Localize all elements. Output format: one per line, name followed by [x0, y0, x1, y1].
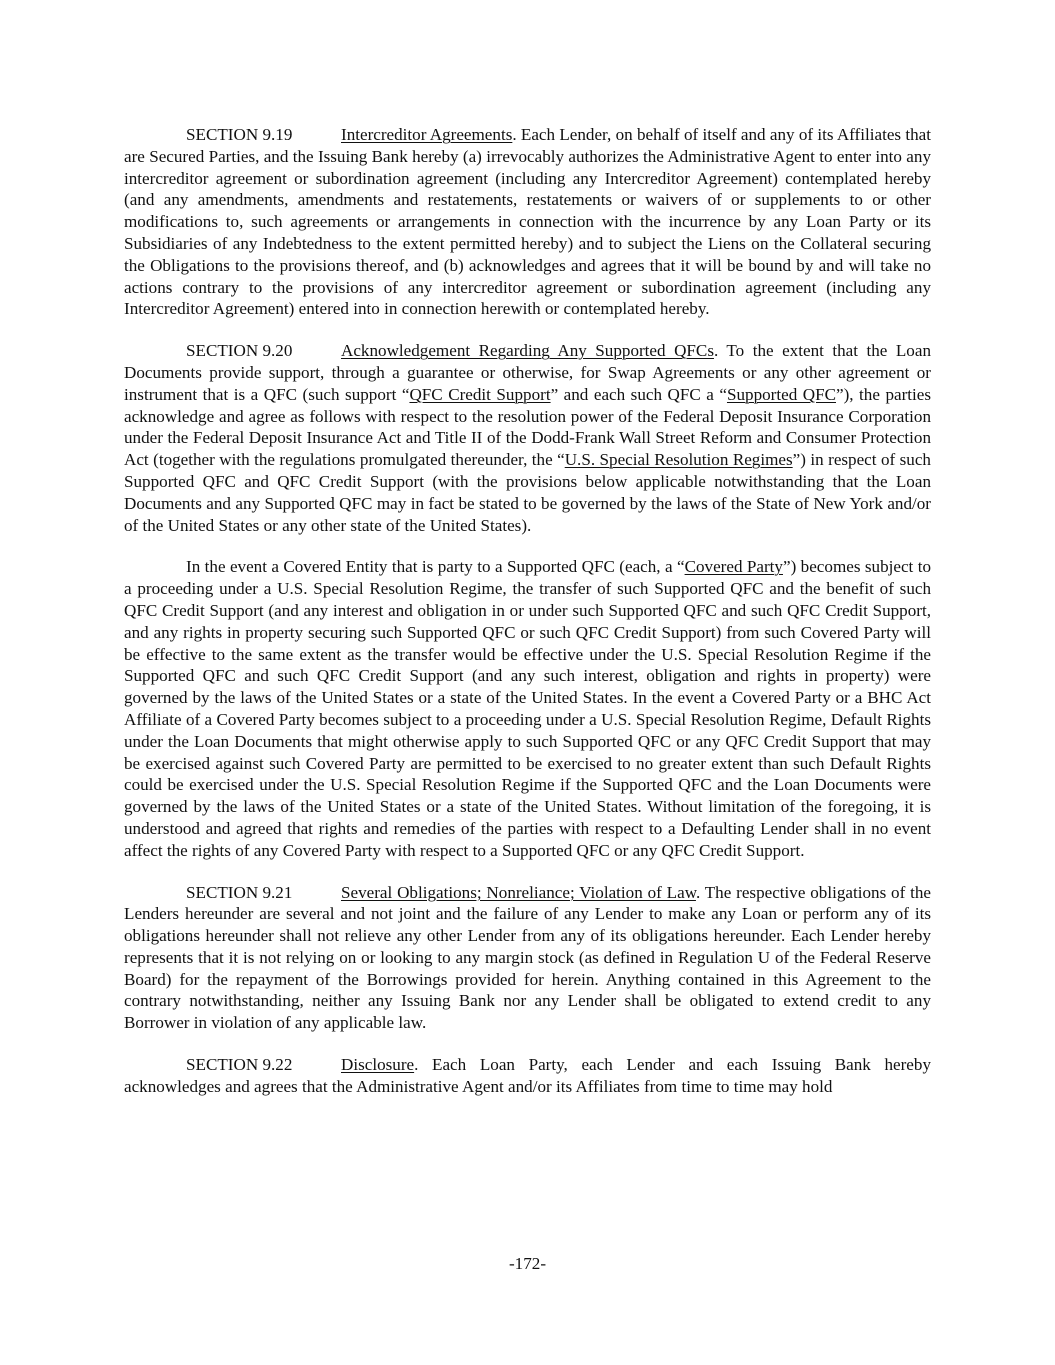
section-body: ”) in respect of such Supported QFC and QFC Credit Support (with the provisions below applicable notwithstanding that the Loan Documents and any Supported QFC may in fact be stated to be governed by the laws of the State of New York and/or of the United States or any other state of the United States).	[124, 450, 931, 535]
defined-term: U.S. Special Resolution Regimes	[564, 450, 793, 470]
section-title: Disclosure	[341, 1055, 415, 1075]
section-body: . The respective obligations of the Lenders hereunder are several and not joint and the failure of any Lender to make any Loan or perform any of its obligations hereunder shall not relieve any other Lender from any of its obligations hereunder. Each Lender hereby represents that it is not relying on or looking to any margin stock (as defined in Regulation U of the Federal Reserve Board) for the repayment of the Borrowings provided for herein. Anything contained in this Agreement to the contrary notwithstanding, neither any Issuing Bank nor any Lender shall be obligated to extend credit to any Borrower in violation of any applicable law.	[124, 882, 931, 1033]
covered-party-paragraph	[124, 556, 931, 861]
section-body: . Each Loan Party, each Lender and each Issuing Bank hereby acknowledges and agrees that the Administrative Agent and/or its Affiliates from time to time may hold	[124, 1055, 931, 1096]
page-number: -172-	[508, 1254, 547, 1273]
defined-term: Supported QFC	[726, 384, 836, 404]
section-9-21	[124, 882, 931, 1035]
section-number: SECTION 9.20	[186, 341, 293, 361]
defined-term: QFC Credit Support	[409, 384, 551, 404]
section-title: Acknowledgement Regarding Any Supported QFCs	[341, 341, 714, 361]
section-number: SECTION 9.21	[186, 882, 293, 902]
section-title: Intercreditor Agreements	[341, 125, 513, 144]
defined-term: Covered Party	[684, 557, 783, 577]
section-title: Several Obligations; Nonreliance; Violation of Law	[341, 882, 696, 902]
section-body: . To the extent that the Loan Documents provide support, through a guarantee or otherwise, for Swap Agreements or any other agreement or instrument that is a QFC (such support “	[124, 341, 931, 404]
section-number: SECTION 9.19	[186, 125, 293, 144]
section-9-20	[124, 340, 931, 536]
section-body: ” and each such QFC a “	[550, 384, 727, 404]
section-body: . Each Lender, on behalf of itself and any of its Affiliates that are Secured Parties, and the Issuing Bank hereby (a) irrevocably authorizes the Administrative Agent to enter into any intercreditor agreement or subordination agreement (including any Intercreditor Agreement) contemplated hereby (and any amendments, amendments and restatements, restatements or waivers of or supplements to or other modifications to, such agreements or arrangements in connection with the incurrence by any Loan Party or its Subsidiaries of any Indebtedness to the extent permitted hereby) and to subject the Liens on the Collateral securing the Obligations to the provisions thereof, and (b) acknowledges and agrees that it will be bound by and will take no actions contrary to the provisions of any intercreditor agreement or subordination agreement (including any Intercreditor Agreement) entered into in connection herewith or contemplated hereby.	[124, 125, 931, 319]
document-page	[124, 124, 931, 1118]
section-9-19	[124, 124, 931, 320]
paragraph-body: In the event a Covered Entity that is party to a Supported QFC (each, a “	[186, 557, 685, 577]
paragraph-body: ”) becomes subject to a proceeding under a U.S. Special Resolution Regime, the transfer of such Supported QFC and the benefit of such QFC Credit Support (and any interest and obligation in or under such Supported QFC and such QFC Credit Support, and any rights in property securing such Supported QFC or such QFC Credit Support) from such Covered Party will be effective to the same extent as the transfer would be effective under the U.S. Special Resolution Regime if the Supported QFC and such QFC Credit Support (and any such interest, obligation and rights in property) were governed by the laws of the United States or a state of the United States. In the event a Covered Party or a BHC Act Affiliate of a Covered Party becomes subject to a proceeding under a U.S. Special Resolution Regime, Default Rights under the Loan Documents that might otherwise apply to such Supported QFC or any QFC Credit Support that may be exercised against such Covered Party are permitted to be exercised to no greater extent than such Default Rights could be exercised under the U.S. Special Resolution Regime if the Supported QFC and the Loan Documents were governed by the laws of the United States or a state of the United States. Without limitation of the foregoing, it is understood and agreed that rights and remedies of the parties with respect to a Defaulting Lender shall in no event affect the rights of any Covered Party with respect to a Supported QFC or any QFC Credit Support.	[124, 557, 932, 860]
section-body: ”), the parties acknowledge and agree as follows with respect to the resolution power of the Federal Deposit Insurance Corporation under the Federal Deposit Insurance Act and Title II of the Dodd-Frank Wall Street Reform and Consumer Protection Act (together with the regulations promulgated thereunder, the “	[124, 384, 932, 470]
section-9-22	[124, 1054, 931, 1098]
section-number: SECTION 9.22	[186, 1055, 293, 1075]
